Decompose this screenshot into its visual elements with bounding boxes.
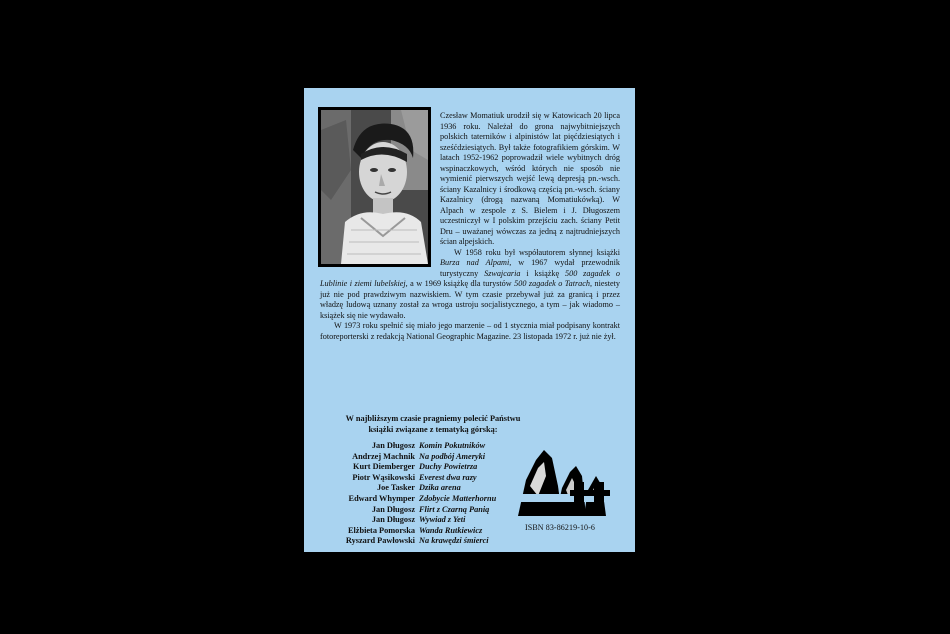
list-item [322, 515, 496, 526]
bio-text: , w 1967 wydał przewodnik turystyczny [440, 258, 620, 278]
bio-text: , a w 1969 książkę dla turystów [405, 279, 515, 288]
recommendation-line-2: książki związane z tematyką górską: [368, 424, 498, 434]
book-author: Kurt Diemberger [353, 462, 415, 472]
book-author: Piotr Wąsikowski [352, 472, 415, 482]
book-author: Edward Whymper [348, 493, 415, 503]
book-title: Na podbój Ameryki [419, 451, 486, 461]
book-author: Ryszard Pawłowski [345, 536, 415, 546]
book-title: Duchy Powietrza [419, 462, 478, 472]
isbn-number: ISBN 83-86219-10-6 [525, 523, 596, 532]
bio-paragraph-1: Czesław Momatiuk urodził się w Katowicach 20 lipca 1936 roku. Należał do grona najwybitniejszych polskich taterników i alpinistów lat pięćdziesiątych i sześćdziesiątych. Był także fotografikiem górskim. W latach 1952-1962 poprowadził wiele wybitnych dróg wspinaczkowych, wśród których nie sposób nie wymienić pierwszych wejść lewą depresją pn.-wsch. ściany Kazalnicy i środkową częścią pn.-wsch. ściany Kazalnicy (drogą nazwaną Momatiukówką). W Alpach w zespole z S. Bielem i J. Długoszem uczestniczył w I polskim przejściu zach. ściany Petit Dru – uważanej wówczas za jedną z najtrudniejszych ścian alpejskich. [440, 111, 620, 246]
list-item [322, 526, 496, 537]
list-item [322, 473, 496, 484]
list-item [322, 494, 496, 505]
bio-text: i książkę [520, 268, 565, 278]
book-title-500-tatry: 500 zagadek o Tatrach [514, 279, 590, 288]
book-title: Everest dwa razy [419, 472, 477, 482]
list-item [322, 462, 496, 473]
book-author: Andrzej Machnik [352, 451, 415, 461]
bio-text: , niestety już nie pod prawdziwym nazwiskiem. W tym czasie przebywał już za granicą i przez władzę ludową uznany został za wroga ustroju socjalistycznego, a tym – jak wiadomo – książek się nie wydawało. [320, 279, 620, 320]
recommendation-heading [324, 414, 542, 435]
book-title-500-lublin: 500 zagadek o Lublinie i ziemi lubelskiej [320, 268, 620, 288]
book-title: Dzika arena [419, 483, 461, 493]
bio-paragraph-3: W 1973 roku spełnić się miało jego marzenie – od 1 stycznia miał podpisany kontrakt fotoreporterski z redakcją National Geographic Magazine. 23 listopada 1972 r. już nie żył. [320, 321, 620, 341]
recommendation-line-1: W najbliższym czasie pragniemy polecić Państwu [345, 414, 521, 423]
book-author: Jan Długosz [371, 504, 415, 514]
book-title: Zdobycie Matterhornu [419, 493, 497, 503]
book-title-szwajcaria: Szwajcaria [484, 268, 521, 278]
book-author: Elżbieta Pomorska [347, 525, 415, 535]
book-author: Jan Długosz [371, 515, 415, 525]
bio-text: W 1958 roku był współautorem słynnej książki [454, 247, 620, 257]
photo-wrap-space [320, 111, 440, 277]
book-title: Wywiad z Yeti [419, 515, 466, 525]
recommended-books-list [322, 441, 496, 547]
list-item [322, 483, 496, 494]
book-author: Joe Tasker [376, 483, 415, 493]
book-title: Komin Pokutników [419, 441, 486, 450]
list-item [322, 505, 496, 516]
list-item [322, 452, 496, 463]
book-author: Jan Długosz [371, 441, 415, 450]
back-cover [304, 88, 635, 552]
book-title: Flirt z Czarną Panią [419, 504, 490, 514]
author-biography [320, 111, 620, 342]
mountain-publisher-logo-icon [516, 446, 612, 518]
book-title: Wanda Rutkiewicz [419, 525, 483, 535]
list-item [322, 441, 496, 452]
book-title-burza: Burza nad Alpami [440, 258, 510, 267]
list-item [322, 536, 496, 547]
book-title: Na krawędzi śmierci [419, 536, 489, 546]
